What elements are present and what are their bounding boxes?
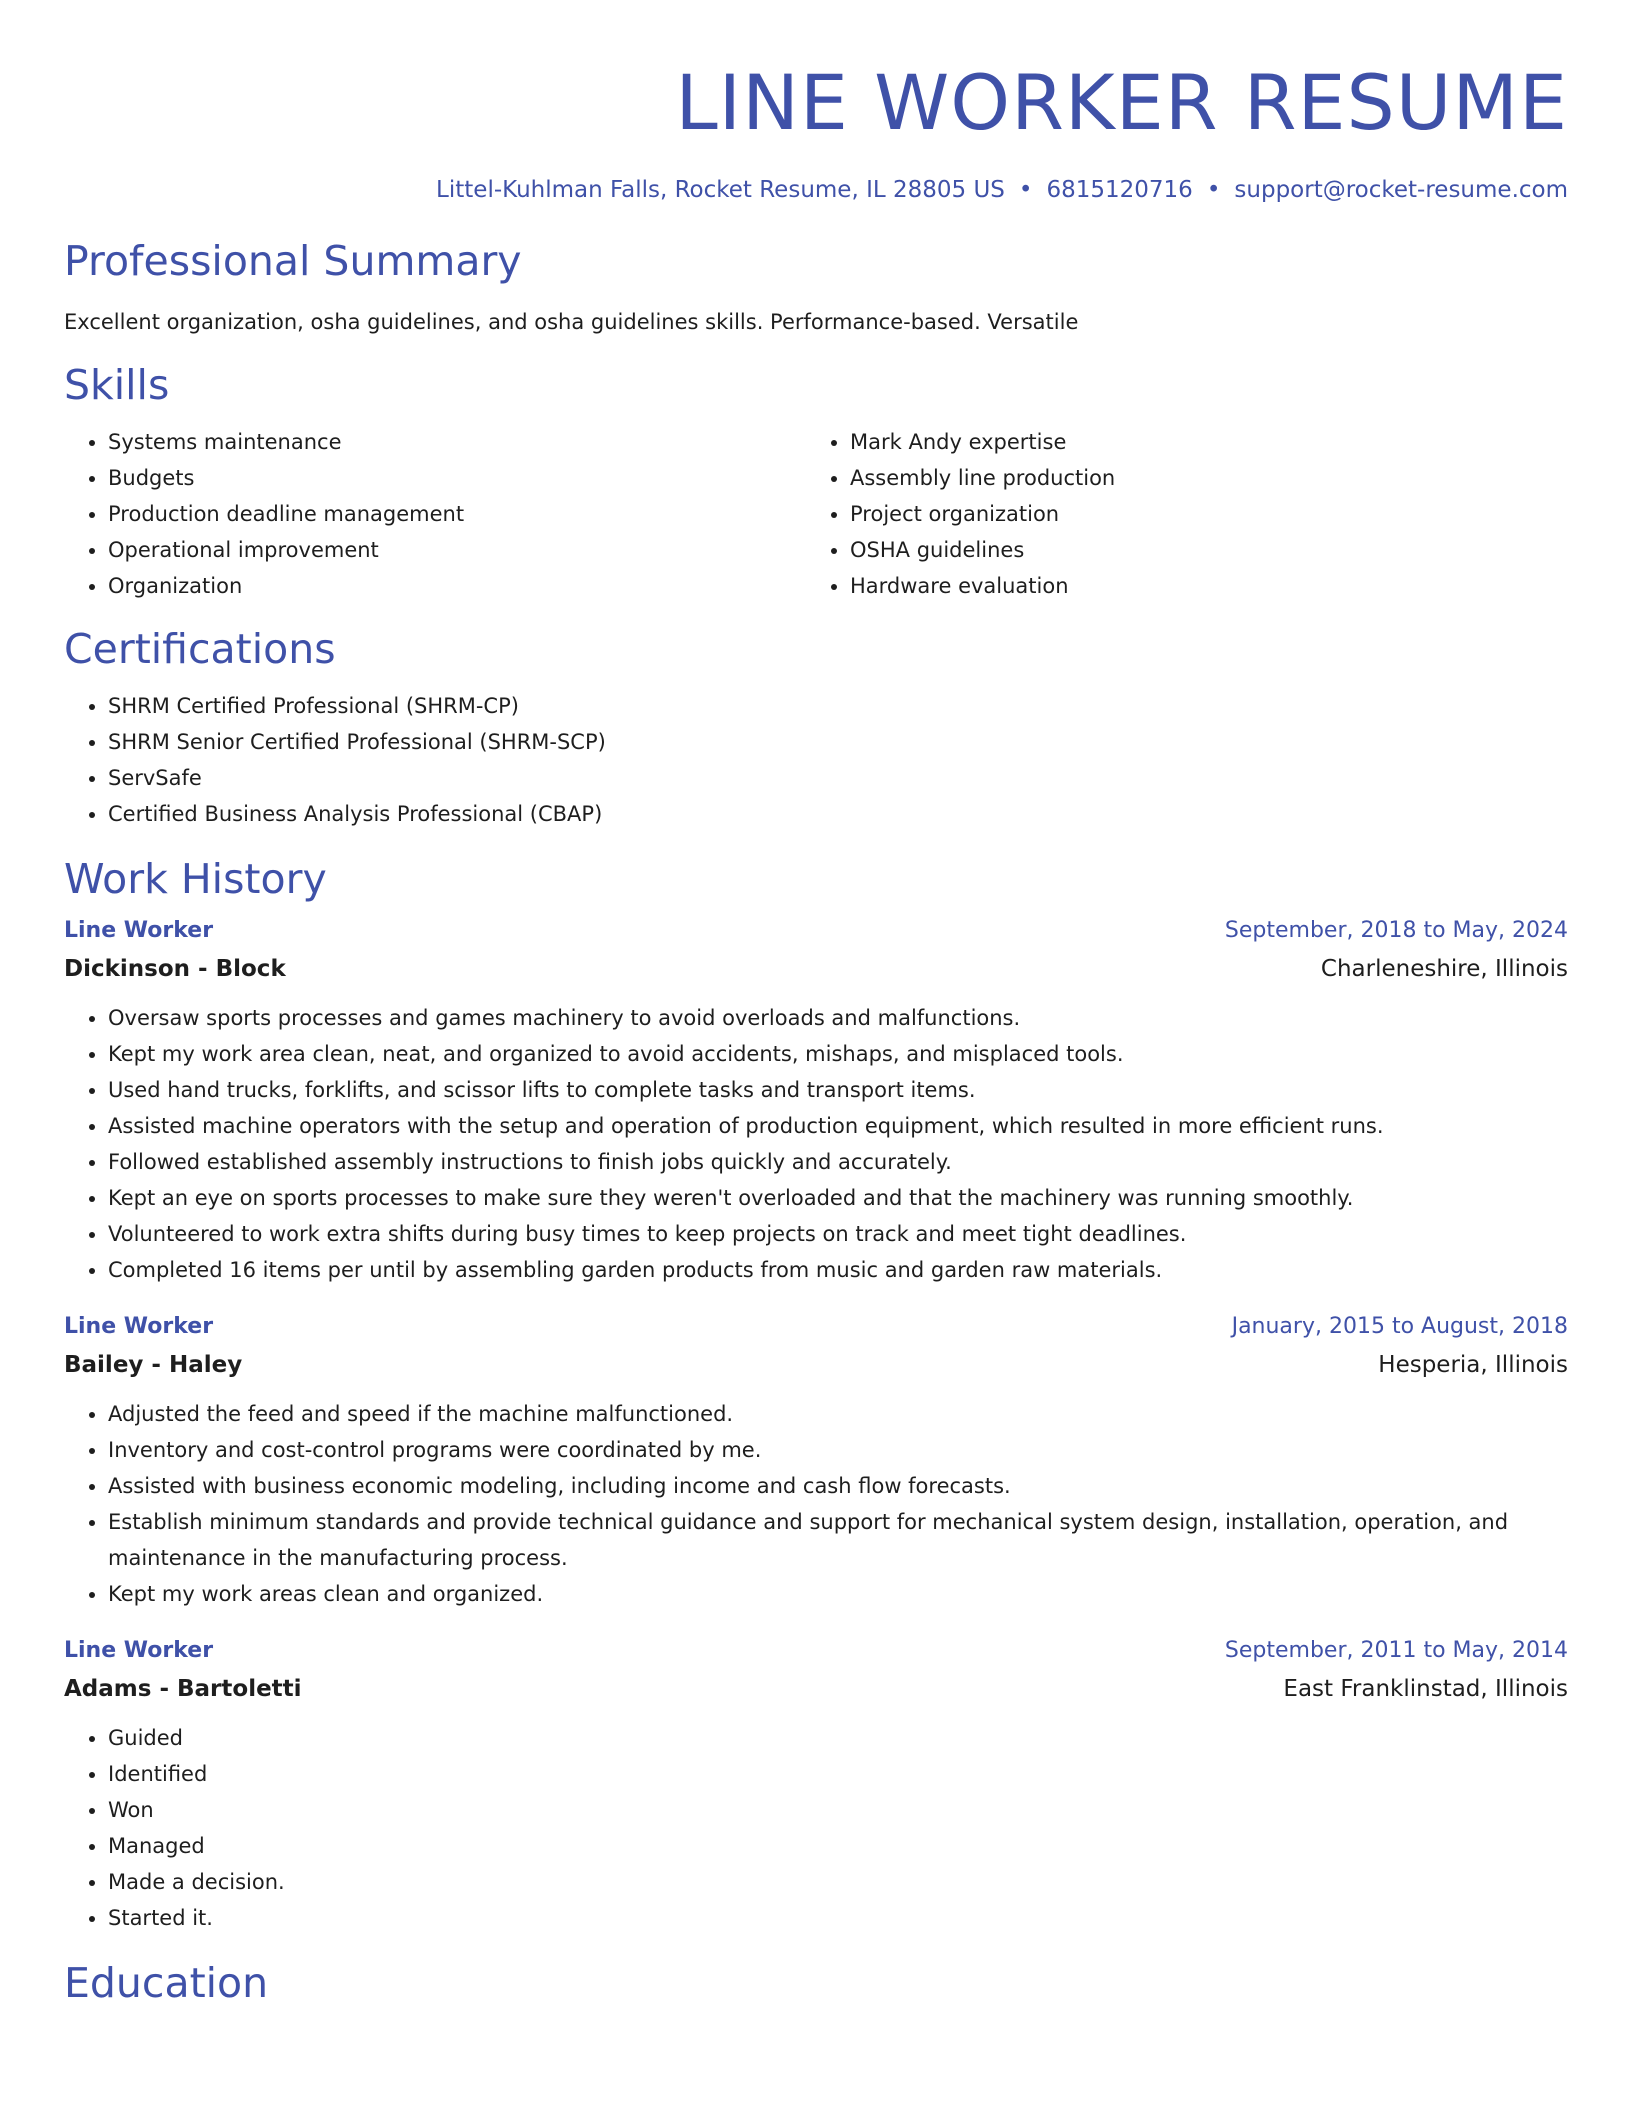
job-bullet: • Adjusted the feed and speed if the machine malfunctioned. (108, 1396, 1568, 1432)
skills-column-right (806, 424, 1548, 604)
skill-item: • Hardware evaluation (850, 568, 1548, 604)
job-bullet: • Managed (108, 1828, 1568, 1864)
summary-text: Excellent organization, osha guidelines, and osha guidelines skills. Performance-based. Versatile (64, 310, 1079, 334)
contact-address: Littel-Kuhlman Falls, Rocket Resume, IL 28805 US (436, 177, 1005, 203)
job-location: East Franklinstad, Illinois (1283, 1676, 1568, 1702)
job-title-row (64, 1632, 1568, 1670)
skills-list-right (806, 424, 1548, 604)
job-bullet: • Won (108, 1792, 1568, 1828)
job-title-row (64, 912, 1568, 950)
job-entry (64, 1632, 1568, 1936)
contact-separator: • (1018, 177, 1033, 203)
job-company-row (64, 1346, 1568, 1384)
job-bullet: • Oversaw sports processes and games machinery to avoid overloads and malfunctions. (108, 1000, 1568, 1036)
job-bullet: • Kept an eye on sports processes to make sure they weren't overloaded and that the machinery was running smoothly. (108, 1180, 1568, 1216)
job-bullet: • Establish minimum standards and provide technical guidance and support for mechanical system design, installation, operation, and maintenance in the manufacturing process. (108, 1504, 1568, 1576)
skills-section (64, 358, 1568, 604)
skill-item: • Production deadline management (108, 496, 806, 532)
work-history-section (64, 852, 1568, 1936)
job-entry (64, 1308, 1568, 1612)
job-bullet: • Assisted machine operators with the setup and operation of production equipment, which resulted in more efficient runs. (108, 1108, 1568, 1144)
certifications-list (64, 688, 1568, 832)
work-history-heading: Work History (64, 855, 327, 903)
contact-phone: 6815120716 (1046, 177, 1193, 203)
job-company-row (64, 950, 1568, 988)
skills-column-left (64, 424, 806, 604)
education-section (64, 1956, 1568, 2010)
job-location: Charleneshire, Illinois (1320, 956, 1568, 982)
job-bullet: • Started it. (108, 1900, 1568, 1936)
skill-item: • Budgets (108, 460, 806, 496)
job-bullet: • Guided (108, 1720, 1568, 1756)
job-bullet: • Identified (108, 1756, 1568, 1792)
job-bullet: • Kept my work area clean, neat, and organized to avoid accidents, mishaps, and misplaced tools. (108, 1036, 1568, 1072)
job-bullet: • Used hand trucks, forklifts, and scissor lifts to complete tasks and transport items. (108, 1072, 1568, 1108)
job-title: Line Worker (64, 918, 214, 943)
certification-item: • Certified Business Analysis Professional (CBAP) (108, 796, 1568, 832)
job-location: Hesperia, Illinois (1378, 1352, 1568, 1378)
job-company: Dickinson - Block (64, 956, 286, 982)
contact-email: support@rocket-resume.com (1234, 177, 1568, 203)
job-bullets (64, 1000, 1568, 1288)
job-company: Adams - Bartoletti (64, 1676, 302, 1702)
job-bullet: • Made a decision. (108, 1864, 1568, 1900)
skills-grid (64, 424, 1568, 604)
skill-item: • Organization (108, 568, 806, 604)
job-dates: January, 2015 to August, 2018 (1231, 1314, 1568, 1339)
job-bullet: • Kept my work areas clean and organized. (108, 1576, 1568, 1612)
skills-heading: Skills (64, 361, 170, 409)
skill-item: • OSHA guidelines (850, 532, 1548, 568)
skill-item: • Operational improvement (108, 532, 806, 568)
education-heading: Education (64, 1959, 269, 2007)
job-company-row (64, 1670, 1568, 1708)
job-title: Line Worker (64, 1314, 214, 1339)
job-dates: September, 2018 to May, 2024 (1224, 918, 1568, 943)
job-bullet: • Completed 16 items per until by assembling garden products from music and garden raw materials. (108, 1252, 1568, 1288)
job-bullets (64, 1720, 1568, 1936)
summary-section (64, 234, 1568, 338)
contact-separator: • (1206, 177, 1221, 203)
resume-page (64, 0, 1568, 2010)
skill-item: • Systems maintenance (108, 424, 806, 460)
certifications-heading: Certifications (64, 625, 336, 673)
certifications-section (64, 622, 1568, 832)
job-bullet: • Assisted with business economic modeling, including income and cash flow forecasts. (108, 1468, 1568, 1504)
job-bullet: • Inventory and cost-control programs were coordinated by me. (108, 1432, 1568, 1468)
skills-list-left (64, 424, 806, 604)
skill-item: • Assembly line production (850, 460, 1548, 496)
job-bullets (64, 1396, 1568, 1612)
summary-heading: Professional Summary (64, 237, 522, 285)
job-bullet: • Followed established assembly instructions to finish jobs quickly and accurately. (108, 1144, 1568, 1180)
contact-line (64, 174, 1568, 206)
job-dates: September, 2011 to May, 2014 (1224, 1638, 1568, 1663)
job-title-row (64, 1308, 1568, 1346)
skill-item: • Mark Andy expertise (850, 424, 1548, 460)
job-bullet: • Volunteered to work extra shifts during busy times to keep projects on track and meet tight deadlines. (108, 1216, 1568, 1252)
job-title: Line Worker (64, 1638, 214, 1663)
skill-item: • Project organization (850, 496, 1548, 532)
job-company: Bailey - Haley (64, 1352, 243, 1378)
certification-item: • SHRM Senior Certified Professional (SHRM-SCP) (108, 724, 1568, 760)
certification-item: • SHRM Certified Professional (SHRM-CP) (108, 688, 1568, 724)
certification-item: • ServSafe (108, 760, 1568, 796)
job-entry (64, 912, 1568, 1288)
resume-title: LINE WORKER RESUME (675, 58, 1568, 147)
